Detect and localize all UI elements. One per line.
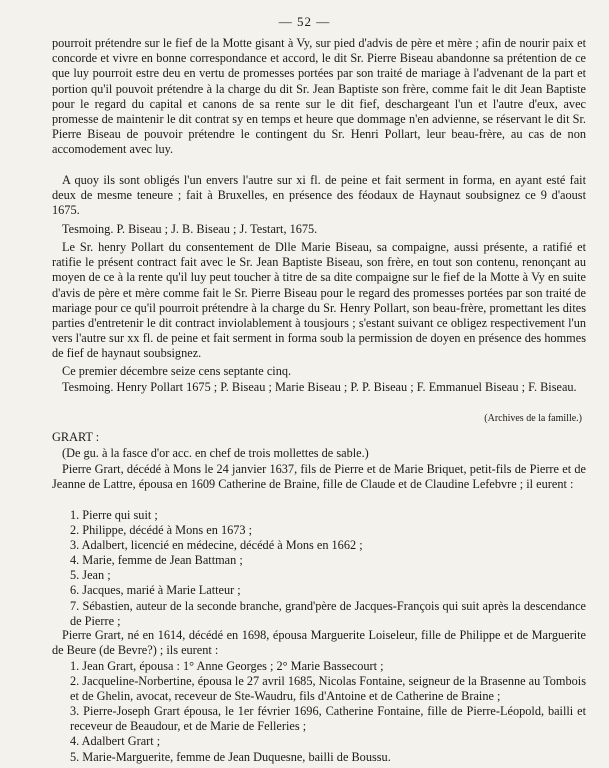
list-item: 7. Sébastien, auteur de la seconde branche, grand'père de Jacques-François qui suit après la descendance de Pierre ; xyxy=(70,598,586,628)
list-item: 6. Jacques, marié à Marie Latteur ; xyxy=(70,583,241,598)
children-list-first-generation xyxy=(70,508,586,629)
list-item: 2. Jacqueline-Norbertine, épousa le 27 avril 1685, Nicolas Fontaine, seigneur de la Brasenne au Tombois et de Ghelin, avocat, receveur de Ste-Waudru, fils d'Antoine et de Catherine de Braine ; xyxy=(70,674,586,704)
paragraph-pierre-grart-elder: Pierre Grart, décédé à Mons le 24 janvier 1637, fils de Pierre et de Marie Briquet, petit-fils de Pierre et de Jeanne de Lattre, épousa en 1609 Catherine de Braine, fille de Claude et de Claudine Lefebvre ; il eurent : xyxy=(52,462,586,492)
paragraph-witnesses-1675: Tesmoing. P. Biseau ; J. B. Biseau ; J. Testart, 1675. xyxy=(62,222,318,236)
paragraph-renunciation: pourroit prétendre sur le fief de la Motte gisant à Vy, sur pied d'advis de père et mère ; afin de nourir paix et concorde et vivre en bonne correspondance et accord, le dit Sr. Pierre Biseau abandonne sa prétention de ce que luy pourroit estre deu en vertu de promesses portées par son traité de mariage à l'advenant de la part et portion qu'il pouvoit prétendre à la charge du dit Sr. Jean Baptiste son frère, comme fait le dit Jean Baptiste pour le regard du capital et canons de sa rente sur le dit fief, deschargeant l'un et l'autre d'eux, avec promesse de maintenir le dit contrat sy en temps et heure que dommage n'en advienne, se réservant le dit Sr. Pierre Biseau de pouvoir prétendre le contingent du Sr. Henri Pollart, leur beau-frère, au cas de non accomodement avec luy. xyxy=(52,36,586,157)
list-item: 4. Adalbert Grart ; xyxy=(70,734,161,749)
list-item: 3. Adalbert, licencié en médecine, décédé à Mons en 1662 ; xyxy=(70,538,363,553)
source-citation: (Archives de la famille.) xyxy=(484,413,582,424)
list-item: 2. Philippe, décédé à Mons en 1673 ; xyxy=(70,523,253,538)
coat-of-arms: (De gu. à la fasce d'or acc. en chef de trois mollettes de sable.) xyxy=(62,446,369,460)
paragraph-witnesses-december: Tesmoing. Henry Pollart 1675 ; P. Biseau ; Marie Biseau ; P. P. Biseau ; F. Emmanuel Biseau ; F. Biseau. xyxy=(62,380,577,394)
paragraph-obligation: A quoy ils sont obligés l'un envers l'autre sur xi fl. de peine et fait serment in forma, en ayant esté fait deux de mesme teneure ; fait à Bruxelles, en présence des féodaux de Haynaut soubsignez ce 9 d'aoust 1675. xyxy=(52,173,586,218)
paragraph-pollart-ratification: Le Sr. henry Pollart du consentement de Dlle Marie Biseau, sa compaigne, aussi présente, a ratifié et ratifie le présent contract fait avec le Sr. Jean Baptiste Biseau, son frère, en tout son contenu, renonçant au moyen de ce à la rente qu'il luy peut toucher à titre de sa dite compaigne sur le fief de la Motte à Vy en suite d'avis de père et mère comme fait le Sr. Pierre Biseau pour le regard des promesses portées par son traité de mariage pour ce qu'il pourroit prétendre à la charge du Sr. Henry Pollart, son beau-frère, promettant les dites parties d'entretenir le dit contract inviolablement à tousjours ; s'estant suivant ce obligez respectivement l'un vers l'autre sur xx fl. de peine et fait serment in forma soub la permission de doyen en présence des hommes de fief de haynaut soubsignez. xyxy=(52,240,586,361)
family-heading: GRART : xyxy=(52,430,100,444)
page-number: — 52 — xyxy=(278,14,331,29)
list-item: 1. Pierre qui suit ; xyxy=(70,508,158,522)
list-item: 5. Marie-Marguerite, femme de Jean Duquesne, bailli de Boussu. xyxy=(70,749,391,764)
list-item: 3. Pierre-Joseph Grart épousa, le 1er février 1696, Catherine Fontaine, fille de Pierre-Léopold, bailli et receveur de Beaudour, et de Marie de Felleries ; xyxy=(70,704,586,734)
children-list-second-generation xyxy=(70,659,586,765)
list-item: 4. Marie, femme de Jean Battman ; xyxy=(70,553,243,568)
list-item: 5. Jean ; xyxy=(70,568,111,583)
paragraph-date: Ce premier décembre seize cens septante cinq. xyxy=(62,364,292,378)
paragraph-pierre-grart-younger: Pierre Grart, né en 1614, décédé en 1698, épousa Marguerite Loiseleur, fille de Philippe et de Marguerite de Beure (de Bevre?) ; ils eurent : xyxy=(52,628,586,658)
list-item: 1. Jean Grart, épousa : 1° Anne Georges ; 2° Marie Bassecourt ; xyxy=(70,659,384,673)
